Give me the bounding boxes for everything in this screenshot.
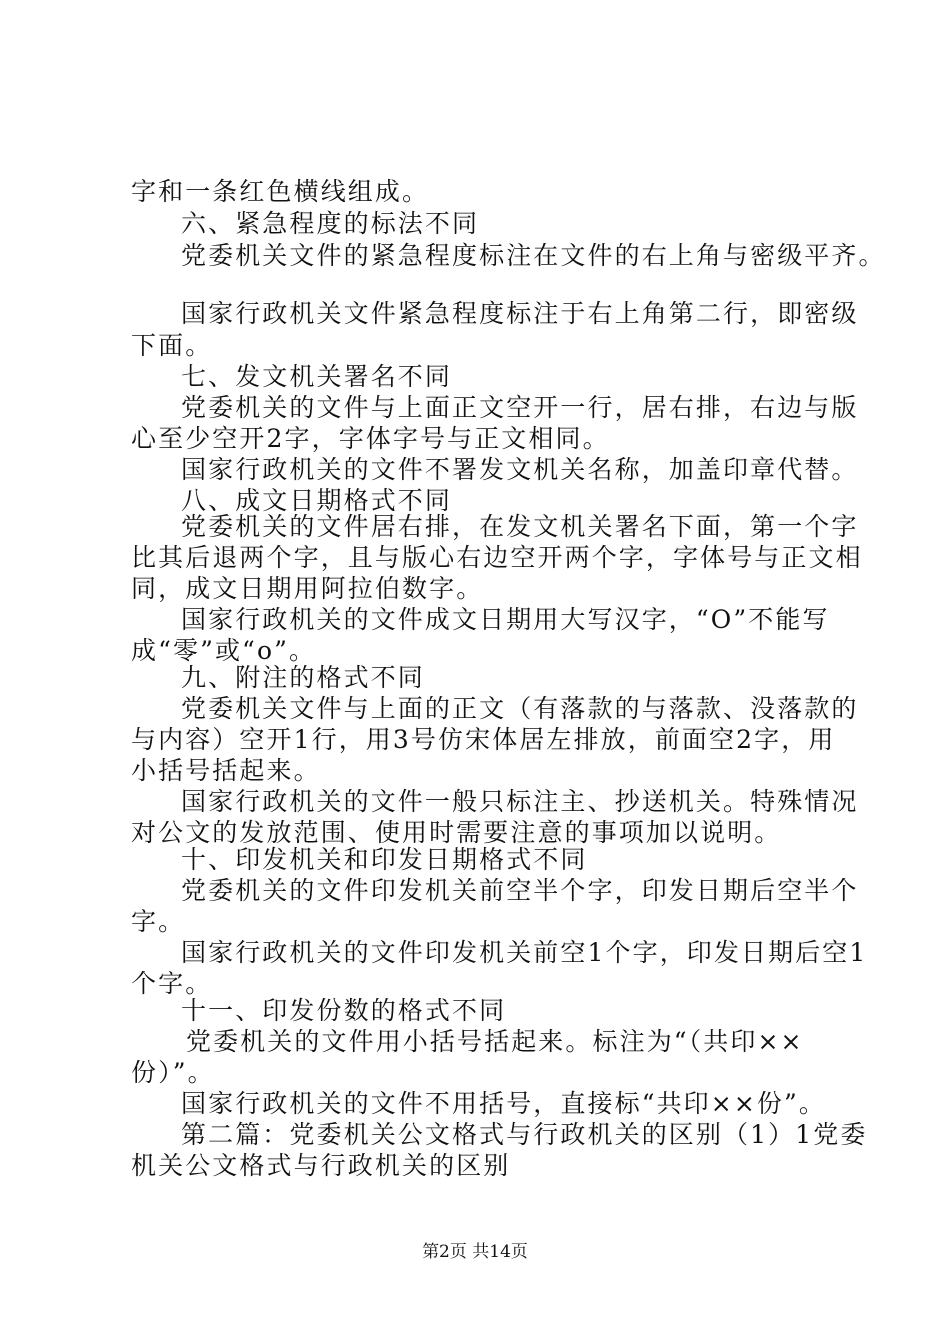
text-line: 成“零”或“o”。	[131, 636, 317, 665]
text-line: 国家行政机关的文件不用括号，直接标“共印××份”。	[181, 1089, 826, 1118]
text-line: 党委机关的文件与上面正文空开一行，居右排，右边与版	[181, 393, 859, 422]
text-line: 小括号括起来。	[131, 756, 321, 785]
text-line: 字和一条红色横线组成。	[131, 177, 430, 206]
text-line: 国家行政机关的文件成文日期用大写汉字，“O”不能写	[181, 605, 830, 634]
text-line: 党委机关文件的紧急程度标注在文件的右上角与密级平齐。	[181, 241, 886, 270]
text-line: 比其后退两个字，且与版心右边空开两个字，字体号与正文相	[131, 543, 863, 572]
text-line: 国家行政机关的文件不署发文机关名称，加盖印章代替。	[181, 455, 859, 484]
section-heading: 六、紧急程度的标法不同	[181, 209, 480, 238]
text-line: 国家行政机关文件紧急程度标注于右上角第二行，即密级	[181, 299, 859, 328]
section-heading: 九、附注的格式不同	[181, 663, 425, 692]
section-heading: 八、成文日期格式不同	[181, 486, 453, 515]
section-heading: 七、发文机关署名不同	[181, 362, 453, 391]
text-line: 国家行政机关的文件一般只标注主、抄送机关。特殊情况	[181, 787, 859, 816]
text-line: 字。	[131, 907, 186, 936]
text-line: 份）”。	[131, 1058, 215, 1087]
text-line: 与内容）空开1行，用3号仿宋体居左排放，前面空2字，用	[131, 725, 836, 754]
text-line: 同，成文日期用阿拉伯数字。	[131, 574, 484, 603]
section-heading: 十、印发机关和印发日期格式不同	[181, 845, 588, 874]
text-line: 国家行政机关的文件印发机关前空1个字，印发日期后空1	[181, 938, 868, 967]
text-line: 党委机关的文件用小括号括起来。标注为“（共印××	[186, 1027, 804, 1056]
text-line: 个字。	[131, 969, 213, 998]
text-line: 党委机关文件与上面的正文（有落款的与落款、没落款的	[181, 694, 859, 723]
section-heading: 机关公文格式与行政机关的区别	[131, 1151, 511, 1180]
section-heading: 十一、印发份数的格式不同	[181, 996, 507, 1025]
text-line: 对公文的发放范围、使用时需要注意的事项加以说明。	[131, 818, 782, 847]
text-line: 下面。	[131, 331, 213, 360]
text-line: 党委机关的文件居右排，在发文机关署名下面，第一个字	[181, 512, 859, 541]
section-heading: 第二篇：党委机关公文格式与行政机关的区别（1）1党委	[181, 1120, 868, 1149]
page-number-footer: 第2页 共14页	[422, 1242, 528, 1262]
text-line: 党委机关的文件印发机关前空半个字，印发日期后空半个	[181, 876, 859, 905]
text-line: 心至少空开2字，字体字号与正文相同。	[131, 424, 610, 453]
